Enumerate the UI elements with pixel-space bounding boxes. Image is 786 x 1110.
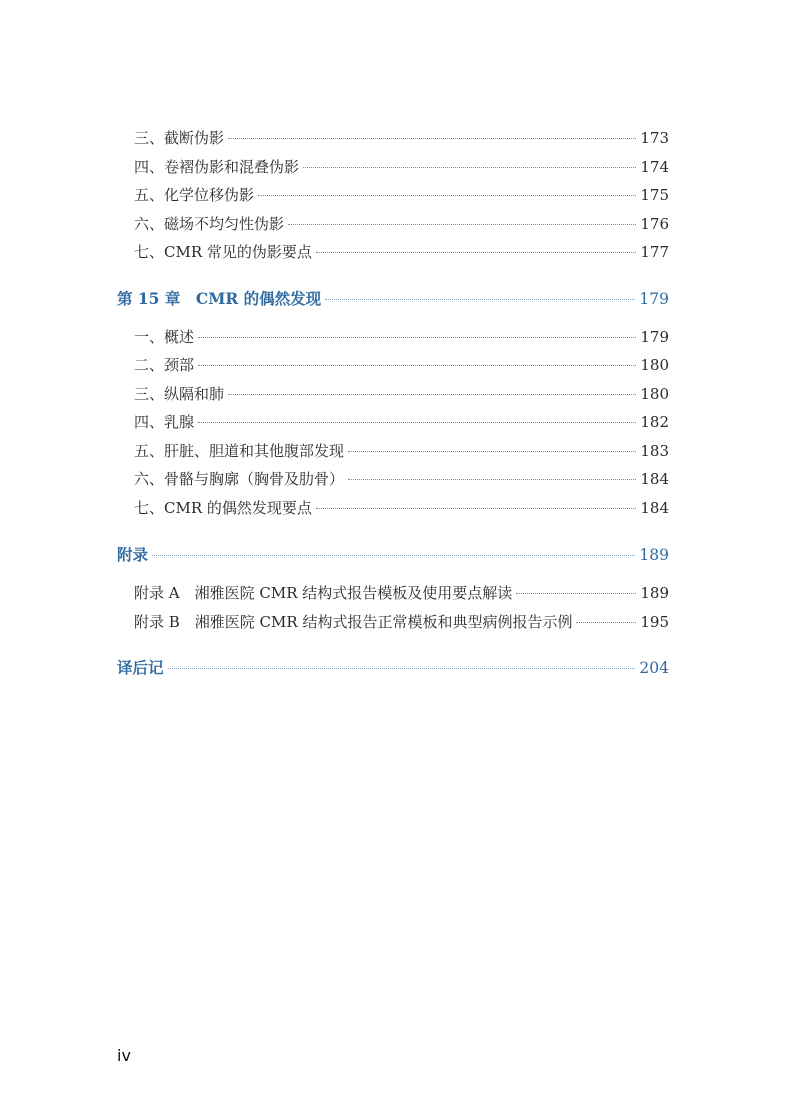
leader-dots — [168, 668, 636, 669]
afterword-heading[interactable] — [117, 658, 669, 678]
appendix-title: 附录 — [117, 545, 149, 564]
leader-dots — [228, 394, 636, 395]
toc-entry-title: 四、卷褶伪影和混叠伪影 — [134, 158, 300, 176]
appendix-entry-page: 195 — [640, 613, 669, 631]
toc-entry-page: 180 — [640, 356, 669, 374]
toc-entry[interactable] — [134, 214, 669, 234]
toc-entry-page: 177 — [640, 243, 669, 261]
leader-dots — [198, 422, 636, 423]
chapter-heading[interactable] — [117, 289, 669, 309]
toc-entry-title: 七、CMR 常见的伪影要点 — [134, 243, 312, 261]
toc-entry-title: 二、颈部 — [134, 356, 195, 374]
leader-dots — [325, 299, 635, 300]
toc-entry[interactable] — [134, 498, 669, 518]
appendix-entry-page: 189 — [640, 584, 669, 602]
toc-entry-page: 176 — [640, 215, 669, 233]
toc-entry-title: 五、肝脏、胆道和其他腹部发现 — [134, 442, 345, 460]
toc-entry[interactable] — [134, 242, 669, 262]
toc-entry[interactable] — [134, 185, 669, 205]
toc-entry-title: 六、磁场不均匀性伪影 — [134, 215, 285, 233]
toc-entry-page: 180 — [640, 385, 669, 403]
toc-entry[interactable] — [134, 327, 669, 347]
leader-dots — [316, 252, 636, 253]
chapter-title: 第 15 章 CMR 的偶然发现 — [117, 289, 322, 308]
toc-entry-page: 182 — [640, 413, 669, 431]
leader-dots — [198, 337, 636, 338]
leader-dots — [303, 167, 636, 168]
leader-dots — [348, 479, 636, 480]
leader-dots — [348, 451, 636, 452]
toc-entry-title: 一、概述 — [134, 328, 195, 346]
leader-dots — [228, 138, 636, 139]
appendix-entry-title: 附录 A 湘雅医院 CMR 结构式报告模板及使用要点解读 — [134, 584, 513, 602]
afterword-title: 译后记 — [117, 658, 164, 677]
leader-dots — [198, 365, 636, 366]
toc-entry[interactable] — [134, 384, 669, 404]
toc-entry[interactable] — [134, 157, 669, 177]
appendix-page: 189 — [639, 546, 669, 564]
toc-entry[interactable] — [134, 412, 669, 432]
toc-entry-page: 179 — [640, 328, 669, 346]
appendix-entry[interactable] — [134, 612, 669, 632]
leader-dots — [316, 508, 636, 509]
toc-entry-page: 184 — [640, 499, 669, 517]
toc-entry[interactable] — [134, 355, 669, 375]
toc-entry-title: 五、化学位移伪影 — [134, 186, 255, 204]
toc-entry[interactable] — [134, 128, 669, 148]
leader-dots — [576, 622, 636, 623]
toc-entry-title: 三、截断伪影 — [134, 129, 225, 147]
toc-entry-title: 六、骨骼与胸廓（胸骨及肋骨） — [134, 470, 345, 488]
toc-entry-title: 四、乳腺 — [134, 413, 195, 431]
leader-dots — [152, 555, 635, 556]
toc-entry-title: 七、CMR 的偶然发现要点 — [134, 499, 312, 517]
leader-dots — [516, 593, 636, 594]
toc-entry[interactable] — [134, 469, 669, 489]
toc-entry-page: 184 — [640, 470, 669, 488]
appendix-heading[interactable] — [117, 545, 669, 565]
toc-entry-page: 174 — [640, 158, 669, 176]
toc-entry-page: 175 — [640, 186, 669, 204]
afterword-page: 204 — [639, 659, 669, 677]
page-number: iv — [117, 1046, 131, 1065]
appendix-entry-title: 附录 B 湘雅医院 CMR 结构式报告正常模板和典型病例报告示例 — [134, 613, 573, 631]
chapter-page: 179 — [639, 290, 669, 308]
toc-entry[interactable] — [134, 441, 669, 461]
toc-entry-page: 173 — [640, 129, 669, 147]
appendix-entry[interactable] — [134, 583, 669, 603]
toc-entry-page: 183 — [640, 442, 669, 460]
toc-entry-title: 三、纵隔和肺 — [134, 385, 225, 403]
leader-dots — [288, 224, 636, 225]
leader-dots — [258, 195, 636, 196]
